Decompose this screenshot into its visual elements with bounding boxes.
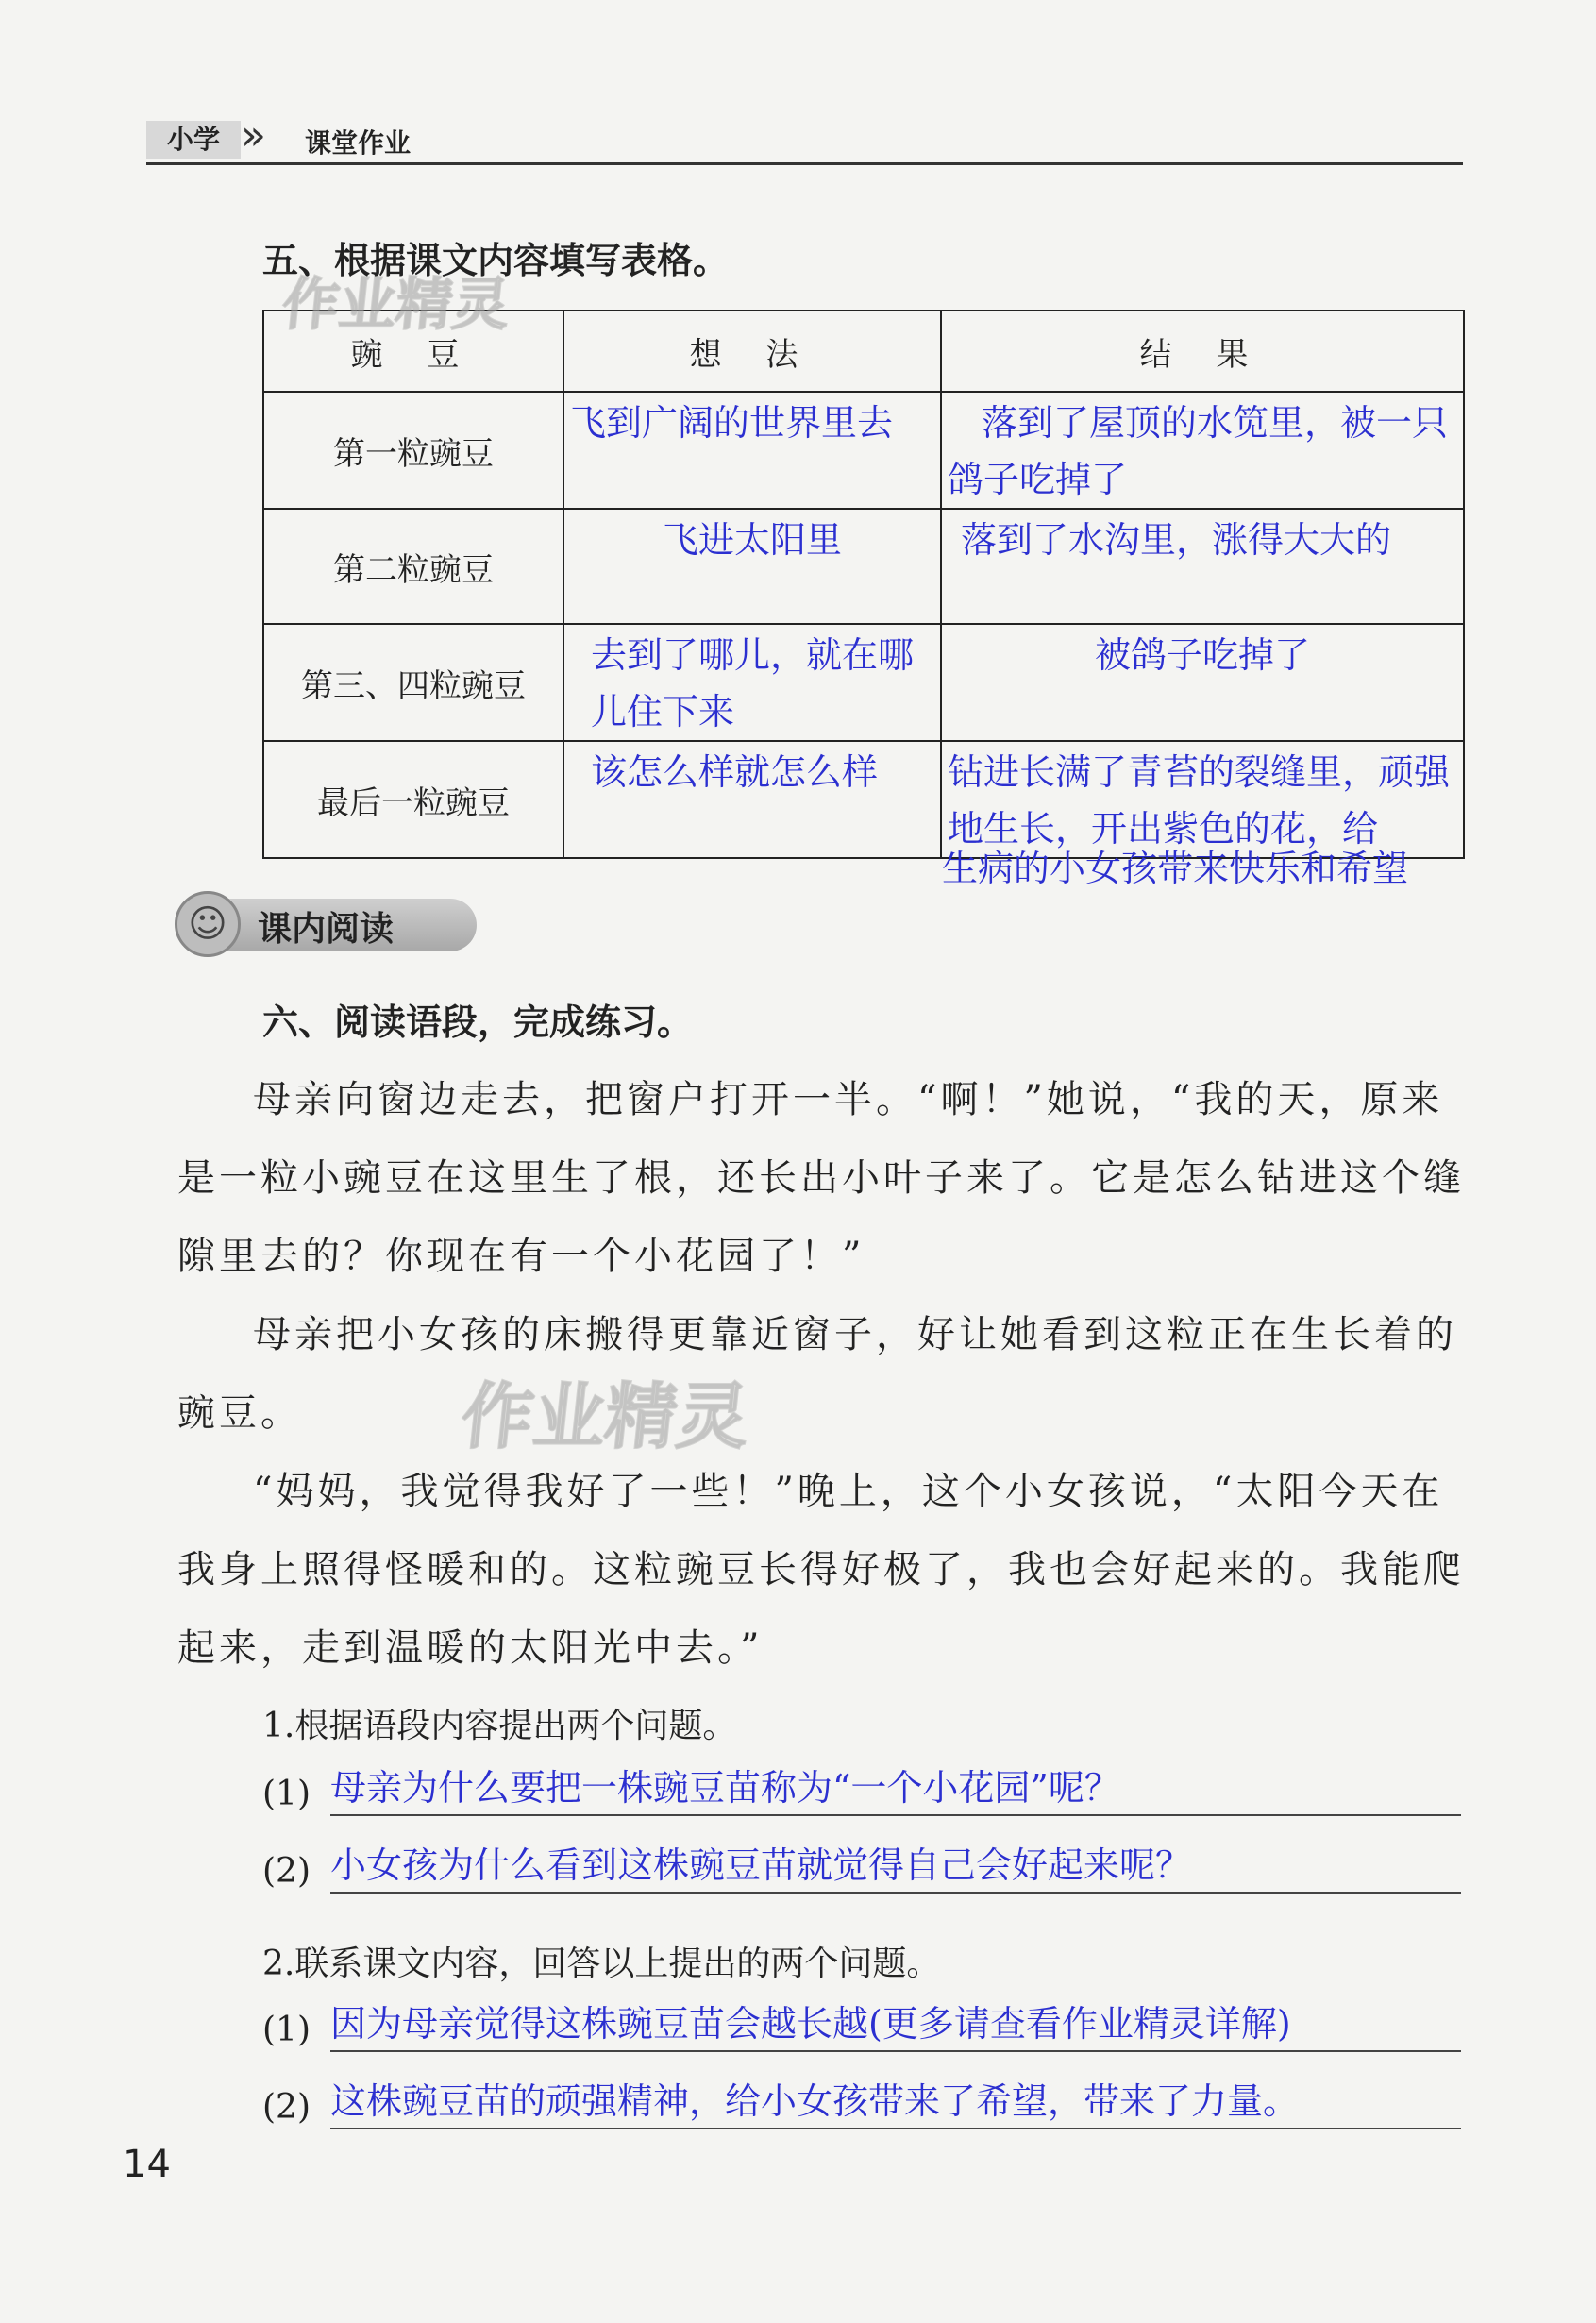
result-answer: 落到了屋顶的水笕里，被一只鸽子吃掉了: [948, 402, 1449, 500]
answer-line: 小女孩为什么看到这株豌豆苗就觉得自己会好起来呢？: [330, 1839, 1461, 1894]
question-2-prompt: 2.联系课文内容，回答以上提出的两个问题。: [262, 1944, 941, 1983]
watermark: 作业精灵: [457, 1374, 754, 1458]
passage-paragraph: 母亲把小女孩的床搬得更靠近窗子，好让她看到这粒正在生长着的豌豆。: [177, 1313, 1457, 1435]
row-label: 第二粒豌豆: [263, 509, 563, 624]
section6-heading: 六、阅读语段，完成练习。: [262, 1002, 694, 1043]
header-title: 课堂作业: [305, 127, 412, 159]
row-label: 第一粒豌豆: [263, 392, 563, 509]
table-row: [263, 624, 1464, 741]
row-label: 最后一粒豌豆: [263, 741, 563, 858]
table-row: [263, 509, 1464, 624]
section-badge: [175, 891, 481, 957]
passage-paragraph: 母亲向窗边走去，把窗户打开一半。“啊！”她说，“我的天，原来是一粒小豌豆在这里生了根，还长出小叶子来了。它是怎么钻进这个缝隙里去的？你现在有一个小花园了！”: [177, 1078, 1465, 1278]
row-label: 第三、四粒豌豆: [263, 624, 563, 741]
answer-line: 母亲为什么要把一株豌豆苗称为“一个小花园”呢？: [330, 1761, 1461, 1816]
idea-answer: 飞到广阔的世界里去: [570, 402, 894, 444]
column-header: 豌 豆: [263, 311, 563, 392]
table-row: [263, 392, 1464, 509]
result-answer-overflow: 生病的小女孩带来快乐和希望: [942, 848, 1409, 889]
answer-number: (1): [262, 2011, 311, 2049]
page-header: [146, 111, 1463, 165]
pea-table: [262, 310, 1465, 859]
result-answer: 被鸽子吃掉了: [1094, 634, 1310, 676]
idea-answer: 去到了哪儿，就在哪儿住下来: [591, 634, 915, 732]
question-1-prompt: 1.根据语段内容提出两个问题。: [262, 1707, 737, 1745]
answer-line: 因为母亲觉得这株豌豆苗会越长越(更多请查看作业精灵详解): [330, 1997, 1461, 2052]
answer-number: (1): [262, 1775, 311, 1813]
reading-passage: [177, 1061, 1466, 1688]
column-header: 结 果: [941, 311, 1464, 392]
result-answer: 钻进长满了青苔的裂缝里，顽强地生长，开出紫色的花，给: [948, 751, 1451, 850]
idea-answer: 该怎么样就怎么样: [591, 751, 879, 793]
cat-icon: ☺: [175, 891, 241, 957]
passage-paragraph: “妈妈，我觉得我好了一些！”晚上，这个小女孩说，“太阳今天在我身上照得怪暖和的。这粒豌豆长得好极了，我也会好起来的。我能爬起来，走到温暖的太阳光中去。”: [177, 1470, 1465, 1670]
answer-number: (2): [262, 1852, 311, 1891]
page-number: 14: [123, 2143, 171, 2186]
column-header: 想 法: [563, 311, 941, 392]
idea-answer: 飞进太阳里: [662, 519, 842, 561]
header-level: 小学: [146, 121, 241, 159]
chevron-icon: »: [241, 111, 253, 160]
watermark: 作业精灵: [278, 272, 513, 338]
answer-number: (2): [262, 2088, 311, 2127]
result-answer: 落到了水沟里，涨得大大的: [961, 519, 1392, 561]
badge-label: 课内阅读: [258, 910, 395, 949]
answer-line: 这株豌豆苗的顽强精神，给小女孩带来了希望，带来了力量。: [330, 2075, 1461, 2129]
section5-heading: 五、根据课文内容填写表格。: [262, 240, 730, 281]
